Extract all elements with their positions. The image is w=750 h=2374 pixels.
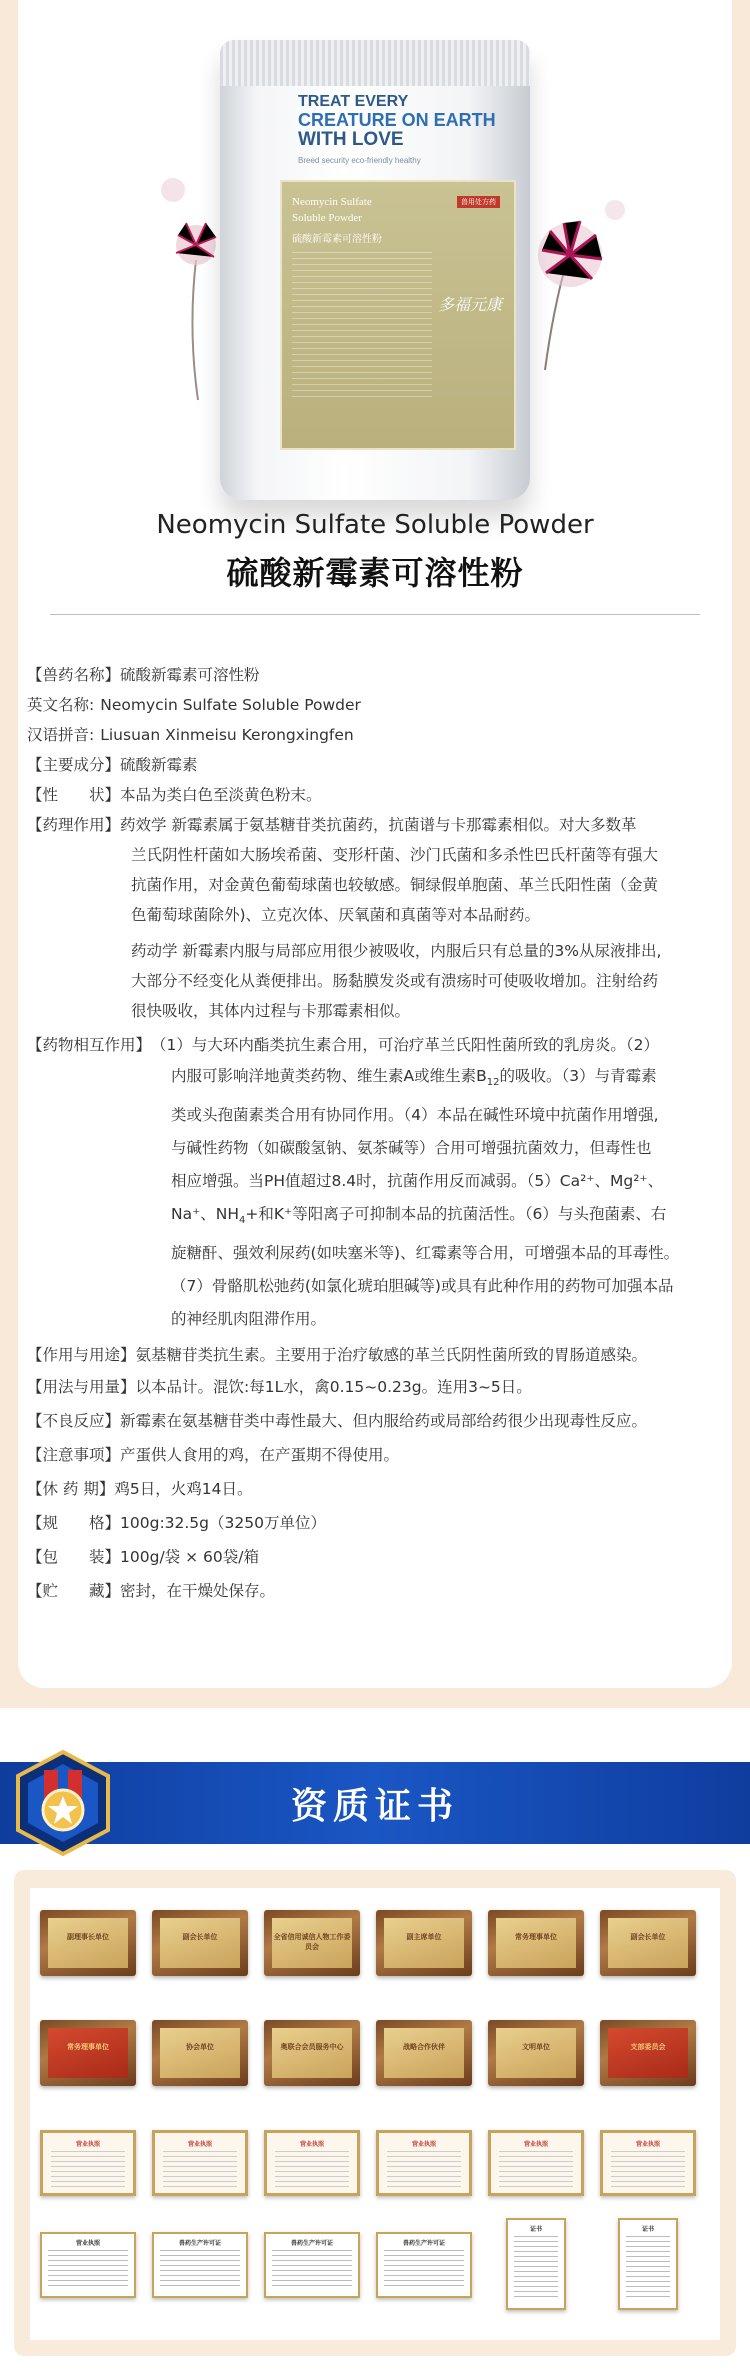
certificate-1-1 [40, 1910, 136, 1976]
info-store: 【贮 藏】 密封，在干燥处保存。 [27, 1582, 276, 1601]
certificate-4-5 [506, 2218, 566, 2310]
certificate-3-6 [600, 2130, 696, 2196]
certificate-label: 营业执照 [635, 2141, 660, 2148]
certificate-label: 副主席单位 [406, 1933, 442, 1941]
label-en-1: Neomycin Sulfate [292, 196, 372, 208]
certificate-label: 营业执照 [187, 2141, 212, 2148]
info-pharmacology: 【药理作用】 药效学 新霉素属于氨基糖苷类抗菌药，抗菌谱与卡那霉素相似。对大多数革 [27, 816, 637, 834]
info-interaction: 【药物相互作用】 （1）与大环内酯类抗生素合用，可治疗革兰氏阳性菌所致的乳房炎。（2） [27, 1036, 659, 1054]
info-en-name: 英文名称: Neomycin Sulfate Soluble Powder [27, 696, 361, 714]
product-name-en: Neomycin Sulfate Soluble Powder [156, 510, 594, 540]
certificate-4-6 [618, 2218, 678, 2310]
certificate-label: 文明单位 [522, 2043, 550, 2051]
certificate-3-2 [152, 2130, 248, 2196]
certificate-label: 奥联合会员服务中心 [280, 2043, 344, 2051]
certificate-label: 全省信用诚信人物工作委员会 [273, 1933, 351, 1951]
info-withdraw: 【休 药 期】 鸡5日，火鸡14日。 [27, 1480, 253, 1499]
info-pinyin: 汉语拼音: Liusuan Xinmeisu Kerongxingfen [27, 726, 354, 744]
certificate-3-5 [488, 2130, 584, 2196]
info-property: 【性 状】 本品为类白色至淡黄色粉末。 [27, 786, 322, 804]
flower-left-icon [138, 150, 228, 410]
certificate-label: 副理事长单位 [67, 1933, 109, 1941]
certificate-label: 营业执照 [411, 2141, 436, 2148]
certificate-label: 战略合作伙伴 [403, 2043, 445, 2051]
certificate-4-2 [152, 2232, 248, 2298]
certificate-2-2 [152, 2020, 248, 2086]
certificate-label: 副会长单位 [182, 1933, 218, 1941]
info-spec: 【规 格】 100g:32.5g（3250万单位） [27, 1514, 326, 1533]
certificate-1-4 [376, 1910, 472, 1976]
product-info [27, 660, 727, 1608]
certificate-4-4 [376, 2232, 472, 2298]
medal-icon [8, 1748, 118, 1858]
info-ingredient: 【主要成分】 硫酸新霉素 [27, 756, 198, 774]
label-en-2: Soluble Powder [292, 212, 362, 224]
certificate-1-5 [488, 1910, 584, 1976]
label-cn: 硫酸新霉素可溶性粉 [292, 234, 382, 245]
certificate-label: 协会单位 [186, 2043, 214, 2051]
certificate-1-6 [600, 1910, 696, 1976]
certificate-2-1 [40, 2020, 136, 2086]
info-dose: 【用法与用量】 以本品计。混饮:每1L水，禽0.15~0.23g。连用3~5日。 [27, 1378, 532, 1397]
certificate-4-1 [40, 2232, 136, 2298]
info-pack: 【包 装】 100g/袋 × 60袋/箱 [27, 1548, 259, 1567]
slogan-sub: Breed security eco-friendly healthy [298, 156, 421, 165]
certificate-1-2 [152, 1910, 248, 1976]
certificate-2-6 [600, 2020, 696, 2086]
certificate-label: 营业执照 [299, 2141, 324, 2148]
product-package-image [220, 40, 530, 500]
certificate-label: 常务理事单位 [67, 2043, 109, 2051]
certificate-1-3 [264, 1910, 360, 1976]
certificate-label: 兽药生产许可证 [290, 2240, 333, 2247]
certificate-label: 副会长单位 [630, 1933, 666, 1941]
certificate-label: 营业执照 [523, 2141, 548, 2148]
info-notice: 【注意事项】 产蛋供人食用的鸡，在产蛋期不得使用。 [27, 1446, 400, 1465]
bag-slogan [298, 92, 518, 170]
brand-logo: 多福元康 [437, 297, 502, 314]
certificate-label: 支部委员会 [630, 2043, 666, 2051]
certificate-2-3 [264, 2020, 360, 2086]
pharmacology-body: 兰氏阴性杆菌如大肠埃希菌、变形杆菌、沙门氏菌和多杀性巴氏杆菌等有强大 抗菌作用，对金黄色葡萄球菌也较敏感。铜绿假单胞菌、革兰氏阳性菌（金黄 色葡萄球菌除外)、立克次体、厌氧菌和真菌等对本品耐药。 药动学 新霉素内服与局部应用很少被吸收，内服后只有总量的3%从尿液排出, 大部分不经变化从粪便排出。肠黏膜发炎或有溃疡时可使吸收增加。注射给药 很快吸收，其体内过程与卡那霉素相似。 [131, 846, 662, 1020]
slogan-line-3: WITH LOVE [298, 129, 404, 150]
certificate-2-4 [376, 2020, 472, 2086]
bag-seal [220, 40, 530, 86]
certificate-2-5 [488, 2020, 584, 2086]
certificate-label: 证书 [641, 2226, 654, 2233]
slogan-line-1: TREAT EVERY [298, 93, 409, 110]
certificate-label: 兽药生产许可证 [178, 2240, 221, 2247]
label-fine-print [292, 252, 432, 402]
certificate-label: 营业执照 [75, 2240, 100, 2247]
label-badge: 兽用处方药 [457, 196, 500, 208]
product-name-cn: 硫酸新霉素可溶性粉 [226, 554, 524, 592]
certificate-label: 证书 [529, 2226, 542, 2233]
certificate-4-3 [264, 2232, 360, 2298]
certificates-title: 资质证书 [290, 1786, 459, 1827]
interaction-body: 内服可影响洋地黄类药物、维生素A或维生素$B_{12}$的吸收。（3）与青霉素 类或头孢菌素类合用有协同作用。（4）本品在碱性环境中抗菌作用增强, 与碱性药物（如碳酸氢钠、氨茶碱等）合用可增强抗菌效力，但毒性也 相应增强。当PH值超过8.4时，抗菌作用反而减弱。（5）Ca²⁺、Mg²⁺、 Na⁺、$NH_4+$和K⁺等阳离子可抑制本品的抗菌活性。（6）与头孢菌素、右 旋糖酐、强效利尿药(如呋塞米等)、红霉素等合用，可增强本品的耳毒性。 （7）骨骼肌松弛药(如氯化琥珀胆碱等)或具有此种作用的药物可加强本品 的神经肌肉阻滞作用。 [171, 1067, 680, 1329]
certificate-3-4 [376, 2130, 472, 2196]
divider [50, 614, 700, 615]
certificate-3-3 [264, 2130, 360, 2196]
info-adverse: 【不良反应】 新霉素在氨基糖苷类中毒性最大、但内服给药或局部给药很少出现毒性反应。 [27, 1412, 648, 1431]
slogan-line-2: CREATURE ON EARTH [298, 110, 496, 130]
bag-label [280, 180, 516, 450]
certificate-3-1 [40, 2130, 136, 2196]
certificate-label: 兽药生产许可证 [402, 2240, 445, 2247]
info-vet-name: 【兽药名称】 硫酸新霉素可溶性粉 [27, 666, 260, 684]
info-usage: 【作用与用途】 氨基糖苷类抗生素。主要用于治疗敏感的革兰氏阴性菌所致的胃肠道感染。 [27, 1346, 648, 1365]
certificate-label: 常务理事单位 [515, 1933, 557, 1941]
certificate-label: 营业执照 [75, 2141, 100, 2148]
